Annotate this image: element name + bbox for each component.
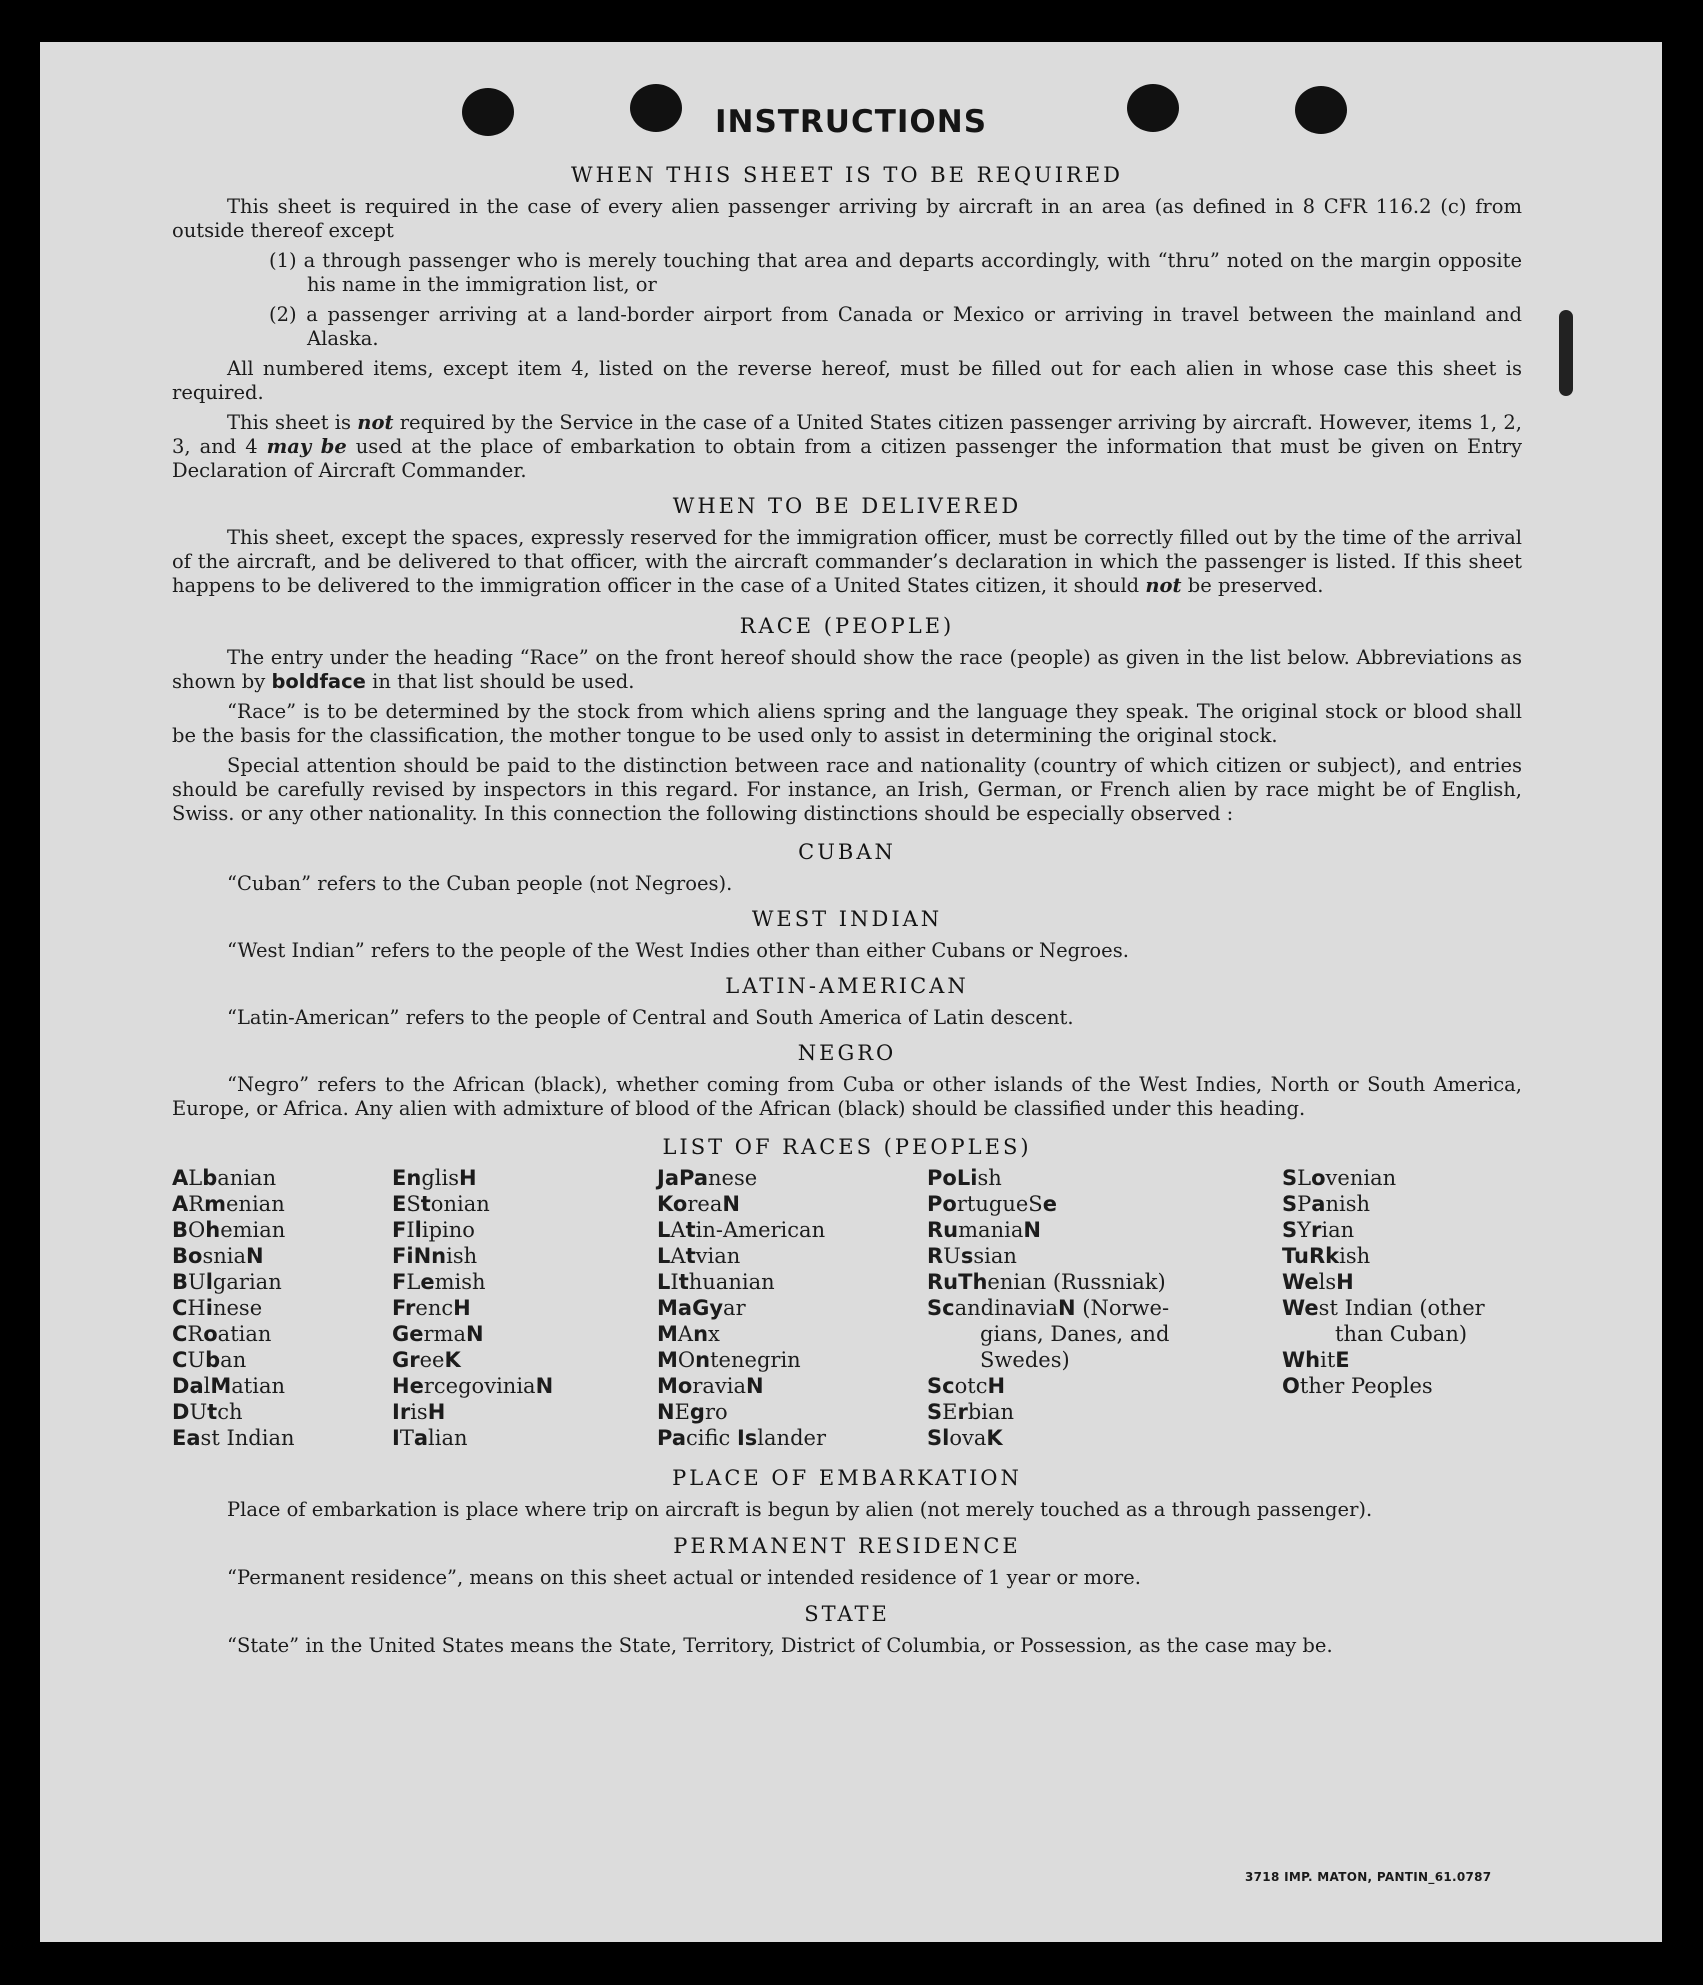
paragraph: “West Indian” refers to the people of the West Indies other than either Cubans or Negroes. bbox=[227, 939, 1129, 962]
race-entry: BUlgarian bbox=[172, 1270, 282, 1294]
section-heading: WEST INDIAN bbox=[751, 907, 943, 931]
race-entry: MoraviaN bbox=[657, 1374, 764, 1398]
race-entry: CUban bbox=[172, 1348, 247, 1372]
race-entry: SlovaK bbox=[927, 1426, 1003, 1450]
race-entry: ARmenian bbox=[172, 1192, 285, 1216]
race-entry: than Cuban) bbox=[1335, 1322, 1468, 1346]
race-entry: PoLish bbox=[927, 1166, 1002, 1190]
race-entry: BosniaN bbox=[172, 1244, 264, 1268]
race-entry: IrisH bbox=[392, 1400, 446, 1424]
race-entry: EnglisH bbox=[392, 1166, 477, 1190]
race-entry: Swedes) bbox=[980, 1348, 1070, 1372]
paragraph: This sheet is required in the case of every alien passenger arriving by aircraft in an area (as defined in 8 CFR 116.2 (c) from outside thereof except bbox=[172, 195, 1522, 242]
race-entry: GermaN bbox=[392, 1322, 484, 1346]
paragraph: Special attention should be paid to the distinction between race and nationality (country of which citizen or subject), and entries should be carefully revised by inspectors in this regard. For instance, an Irish, German, or French alien by race might be of English, Swiss. or any other nationality. In this connection the following distinctions should be especially observed : bbox=[172, 754, 1522, 825]
page-title: INSTRUCTIONS bbox=[714, 104, 988, 140]
race-entry: BOhemian bbox=[172, 1218, 286, 1242]
race-entry: West Indian (other bbox=[1282, 1296, 1485, 1320]
race-entry: DUtch bbox=[172, 1400, 243, 1424]
paragraph: The entry under the heading “Race” on the front hereof should show the race (people) as given in the list below. Abbreviations as shown by boldface in that list should be used. bbox=[172, 646, 1522, 693]
race-entry: SYrian bbox=[1282, 1218, 1355, 1242]
paragraph: “Latin-American” refers to the people of Central and South America of Latin descent. bbox=[227, 1006, 1074, 1029]
race-entry: ScotcH bbox=[927, 1374, 1006, 1398]
section-heading: RACE (PEOPLE) bbox=[739, 614, 955, 638]
section-heading: CUBAN bbox=[798, 840, 896, 864]
race-entry: RumaniaN bbox=[927, 1218, 1041, 1242]
races-column bbox=[1282, 1165, 1485, 1399]
section-heading: PERMANENT RESIDENCE bbox=[673, 1534, 1021, 1558]
race-entry: RUssian bbox=[927, 1244, 1017, 1268]
paragraph: This sheet is not required by the Service in the case of a United States citizen passenger arriving by aircraft. However, items 1, 2, 3, and 4 may be used at the place of embarkation to obtain from a citizen passenger the information that must be given on Entry Declaration of Aircraft Commander. bbox=[172, 411, 1522, 482]
paragraph: All numbered items, except item 4, listed on the reverse hereof, must be filled out for each alien in whose case this sheet is required. bbox=[172, 357, 1522, 404]
race-entry: LIthuanian bbox=[657, 1270, 775, 1294]
instructions-body bbox=[172, 152, 1522, 1664]
race-entry: gians, Danes, and bbox=[980, 1322, 1170, 1346]
race-entry: PortugueSe bbox=[927, 1192, 1057, 1216]
section-heading: STATE bbox=[804, 1602, 890, 1626]
race-entry: ITalian bbox=[392, 1426, 468, 1450]
race-entry: CRoatian bbox=[172, 1322, 272, 1346]
race-entry: EStonian bbox=[392, 1192, 490, 1216]
race-entry: KoreaN bbox=[657, 1192, 740, 1216]
race-entry: ScandinaviaN (Norwe- bbox=[927, 1296, 1170, 1320]
race-entry: RuThenian (Russniak) bbox=[927, 1270, 1166, 1294]
race-entry: HercegoviniaN bbox=[392, 1374, 554, 1398]
paragraph: This sheet, except the spaces, expressly reserved for the immigration officer, must be correctly filled out by the time of the arrival of the aircraft, and be delivered to that officer, with the aircraft commander’s declaration in which the passenger is listed. If this sheet happens to be delivered to the immigration officer in the case of a United States citizen, it should not be preserved. bbox=[172, 526, 1522, 597]
race-entry: LAtvian bbox=[657, 1244, 741, 1268]
race-entry: FiNnish bbox=[392, 1244, 478, 1268]
race-entry: CHinese bbox=[172, 1296, 263, 1320]
race-entry: LAtin-American bbox=[657, 1218, 826, 1242]
races-column bbox=[927, 1165, 1169, 1451]
races-column bbox=[392, 1165, 553, 1451]
races-list-heading: LIST OF RACES (PEOPLES) bbox=[662, 1135, 1032, 1159]
paragraph: Place of embarkation is place where trip on aircraft is begun by alien (not merely touched as a through passenger). bbox=[227, 1498, 1373, 1521]
printer-imprint: 3718 IMP. MATON, PANTIN_61.0787 bbox=[1245, 1870, 1492, 1884]
race-entry: SPanish bbox=[1282, 1192, 1370, 1216]
paragraph: “Race” is to be determined by the stock from which aliens spring and the language they speak. The original stock or blood shall be the basis for the classification, the mother tongue to be used only to assist in determining the original stock. bbox=[172, 700, 1522, 747]
race-entry: MOntenegrin bbox=[657, 1348, 801, 1372]
race-entry: DalMatian bbox=[172, 1374, 285, 1398]
race-entry: ALbanian bbox=[172, 1166, 277, 1190]
race-entry: East Indian bbox=[172, 1426, 295, 1450]
race-entry: FLemish bbox=[392, 1270, 486, 1294]
race-entry: GreeK bbox=[392, 1348, 461, 1372]
list-item: (1) a through passenger who is merely touching that area and departs accordingly, with “thru” noted on the margin opposite his name in the immigration list, or bbox=[269, 249, 1522, 296]
paragraph: “Negro” refers to the African (black), whether coming from Cuba or other islands of the West Indies, North or South America, Europe, or Africa. Any alien with admixture of blood of the African (black) should be classified under this heading. bbox=[172, 1073, 1522, 1120]
ink-smudge bbox=[1559, 310, 1573, 396]
race-entry: WelsH bbox=[1282, 1270, 1354, 1294]
section-heading: NEGRO bbox=[797, 1041, 897, 1065]
race-entry: SLovenian bbox=[1282, 1166, 1397, 1190]
race-entry: FIlipino bbox=[392, 1218, 475, 1242]
race-entry: SErbian bbox=[927, 1400, 1015, 1424]
document-page bbox=[40, 42, 1662, 1942]
section-heading: LATIN-AMERICAN bbox=[725, 974, 969, 998]
race-entry: TuRkish bbox=[1282, 1244, 1371, 1268]
race-entry: JaPanese bbox=[657, 1166, 758, 1190]
race-entry: MAnx bbox=[657, 1322, 720, 1346]
race-entry: MaGyar bbox=[657, 1296, 746, 1320]
race-entry: FrencH bbox=[392, 1296, 471, 1320]
section-heading: PLACE OF EMBARKATION bbox=[672, 1466, 1022, 1490]
races-column bbox=[172, 1165, 295, 1451]
list-item: (2) a passenger arriving at a land-border airport from Canada or Mexico or arriving in travel between the mainland and Alaska. bbox=[269, 303, 1522, 350]
paragraph: “Cuban” refers to the Cuban people (not Negroes). bbox=[227, 872, 733, 895]
paragraph: “Permanent residence”, means on this sheet actual or intended residence of 1 year or more. bbox=[227, 1566, 1141, 1589]
races-column bbox=[657, 1165, 826, 1451]
races-list bbox=[172, 1165, 1522, 1460]
race-entry: WhitE bbox=[1282, 1348, 1350, 1372]
paragraph: “State” in the United States means the State, Territory, District of Columbia, or Possession, as the case may be. bbox=[227, 1634, 1333, 1657]
race-entry: Pacifc Islander bbox=[657, 1426, 826, 1450]
race-entry: Other Peoples bbox=[1282, 1374, 1433, 1398]
section-heading: WHEN THIS SHEET IS TO BE REQUIRED bbox=[570, 163, 1124, 187]
section-heading: WHEN TO BE DELIVERED bbox=[672, 494, 1022, 518]
race-entry: NEgro bbox=[657, 1400, 728, 1424]
